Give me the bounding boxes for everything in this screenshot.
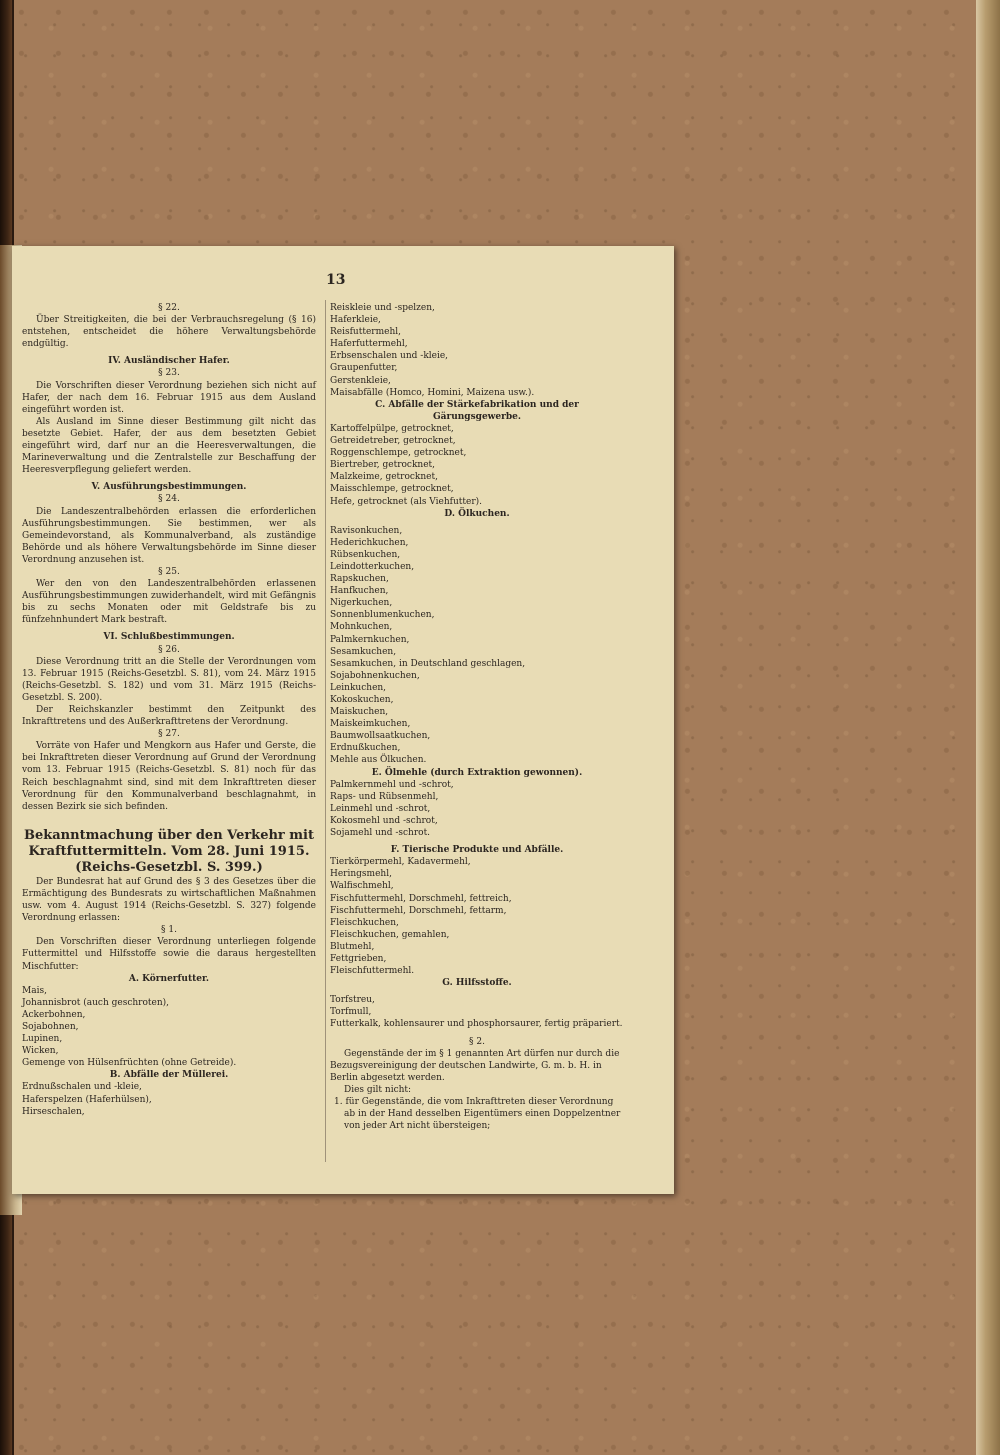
- section-heading: E. Ölmehle (durch Extraktion gewonnen).: [371, 767, 583, 778]
- list-item: Torfmull,: [330, 1007, 372, 1018]
- list-item: Fleischkuchen, gemahlen,: [330, 929, 450, 940]
- section-heading: IV. Ausländischer Hafer.: [108, 356, 230, 367]
- section-heading: F. Tierische Produkte und Abfälle.: [390, 845, 564, 856]
- paragraph: Über Streitigkeiten, die bei der Verbrauchsregelung (§ 16) entstehen, entscheidet die höhere Verwaltungsbehörde endgültig.: [22, 315, 316, 350]
- section-number: § 26.: [158, 644, 180, 655]
- list-item: Ravisonkuchen,: [330, 525, 403, 536]
- list-item: Kokoskuchen,: [330, 695, 394, 705]
- list-item: Kokosmehl und -schrot,: [330, 815, 438, 826]
- list-item: Mais,: [22, 985, 47, 996]
- paragraph: Wer den von den Landeszentralbehörden erlassenen Ausführungsbestimmungen zuwiderhandelt, wird mit Gefängnis bis zu sechs Monaten oder mit Geldstrafe bis zu fünfzehnhundert Mark bestraft.: [22, 579, 316, 626]
- page-number: 13: [326, 272, 346, 288]
- list-item: Haferfuttermehl,: [330, 339, 408, 350]
- paragraph: Der Reichskanzler bestimmt den Zeitpunkt des Inkrafttretens und des Außerkrafttretens der Verordnung.: [22, 705, 316, 728]
- list-item: Sojabohnenkuchen,: [330, 670, 420, 681]
- section-number: § 25.: [158, 566, 180, 577]
- list-item: Maiskeimkuchen,: [330, 719, 411, 730]
- right-column: [330, 302, 624, 1132]
- list-item: Hederichkuchen,: [330, 537, 409, 548]
- list-item: Sojamehl und -schrot.: [330, 828, 431, 839]
- paragraph: Die Landeszentralbehörden erlassen die erforderlichen Ausführungsbestimmungen. Sie bestimmen, wer als Gemeindevorstand, als Kommunalverband, als zuständige Behörde und als höhere Verwaltungsbehörde im Sinne dieser Verordnung anzusehen ist.: [22, 506, 316, 565]
- column-divider: [325, 300, 326, 1162]
- section-heading: D. Ölkuchen.: [444, 508, 510, 519]
- section-number: § 23.: [158, 368, 180, 379]
- list-item: Nigerkuchen,: [330, 598, 393, 609]
- document-page: [12, 246, 674, 1194]
- list-item: Blutmehl,: [330, 941, 375, 952]
- paragraph: Die Vorschriften dieser Verordnung beziehen sich nicht auf Hafer, der nach dem 16. Februar 1915 aus dem Ausland eingeführt worden ist.: [22, 380, 316, 415]
- list-item: Roggenschlempe, getrocknet,: [330, 448, 467, 459]
- list-item: Haferkleie,: [330, 315, 381, 326]
- list-item: Leinmehl und -schrot,: [330, 803, 431, 814]
- numbered-item: 1. für Gegenstände, die vom Inkrafttreten dieser Verordnung ab in der Hand desselben Eigentümers einen Doppelzentner von jeder Art nicht übersteigen;: [334, 1097, 621, 1132]
- list-item: Futterkalk, kohlensaurer und phosphorsaurer, fertig präpariert.: [330, 1019, 623, 1030]
- list-item: Fleischfuttermehl.: [330, 966, 415, 977]
- paragraph: Als Ausland im Sinne dieser Bestimmung gilt nicht das besetzte Gebiet. Hafer, der aus dem besetzten Gebiet eingeführt wird, darf nur an die Heeresverwaltungen, die Marineverwaltung und die Zentralstelle zur Beschaffung der Heeresverpflegung geliefert werden.: [22, 416, 316, 476]
- list-item: Torfstreu,: [330, 995, 375, 1006]
- list-item: Gemenge von Hülsenfrüchten (ohne Getreide).: [22, 1058, 237, 1069]
- list-item: Palmkernmehl und -schrot,: [330, 779, 454, 790]
- paragraph: Den Vorschriften dieser Verordnung unterliegen folgende Futtermittel und Hilfsstoffe sowie die daraus hergestellten Mischfutter:: [22, 937, 316, 972]
- list-item: Walfischmehl,: [330, 881, 394, 892]
- page-edges-right: [976, 0, 1000, 1455]
- list-item: Reisfuttermehl,: [330, 327, 401, 338]
- paragraph: Dies gilt nicht:: [344, 1084, 412, 1095]
- list-item: Fischfuttermehl, Dorschmehl, fettreich,: [330, 893, 512, 904]
- section-number: § 27.: [158, 729, 180, 740]
- section-heading: A. Körnerfutter.: [128, 973, 210, 984]
- list-item: Leinkuchen,: [330, 682, 387, 693]
- announcement-title: Bekanntmachung über den Verkehr mit Kraftfuttermitteln. Vom 28. Juni 1915. (Reichs-Gesetzbl. S. 399.): [23, 827, 314, 875]
- list-item: Mohnkuchen,: [330, 622, 393, 633]
- left-column: [22, 302, 316, 1118]
- list-item: Sojabohnen,: [22, 1021, 79, 1032]
- paragraph: Diese Verordnung tritt an die Stelle der Verordnungen vom 13. Februar 1915 (Reichs-Gesetzbl. S. 81), vom 24. März 1915 (Reichs-Gesetzbl. S. 182) und vom 31. März 1915 (Reichs-Gesetzbl. S. 200).: [22, 656, 316, 703]
- list-item: Fischfuttermehl, Dorschmehl, fettarm,: [330, 905, 507, 916]
- list-item: Kartoffelpülpe, getrocknet,: [330, 423, 454, 434]
- list-item: Hirseschalen,: [22, 1106, 85, 1117]
- list-item: Ackerbohnen,: [22, 1009, 86, 1020]
- list-item: Erdnußschalen und -kleie,: [22, 1082, 142, 1093]
- list-item: Johannisbrot (auch geschroten),: [22, 997, 169, 1008]
- list-item: Palmkernkuchen,: [330, 634, 410, 645]
- section-number: § 22.: [158, 303, 180, 313]
- list-item: Fleischkuchen,: [330, 917, 399, 928]
- list-item: Getreidetreber, getrocknet,: [330, 436, 456, 447]
- section-number: § 24.: [158, 494, 180, 505]
- list-item: Tierkörpermehl, Kadavermehl,: [330, 857, 471, 868]
- list-item: Maisabfälle (Homco, Homini, Maizena usw.).: [330, 387, 535, 398]
- list-item: Wicken,: [22, 1046, 59, 1057]
- list-item: Baumwollsaatkuchen,: [330, 731, 431, 742]
- paragraph: Vorräte von Hafer und Mengkorn aus Hafer und Gerste, die bei Inkrafttreten dieser Verordnung auf Grund der Verordnung vom 13. Februar 1915 (Reichs-Gesetzbl. S. 81) noch für das Reich beschlagnahmt sind, sind mit dem Inkrafttreten dieser Verordnung für den Kommunalverband beschlagnahmt, in dessen Bezirk sie sich befinden.: [22, 741, 316, 812]
- section-heading: VI. Schlußbestimmungen.: [103, 632, 235, 643]
- list-item: Fettgrieben,: [330, 953, 387, 964]
- list-item: Raps- und Rübsenmehl,: [330, 791, 439, 802]
- paragraph: Der Bundesrat hat auf Grund des § 3 des Gesetzes über die Ermächtigung des Bundesrats zu wirtschaftlichen Maßnahmen usw. vom 4. August 1914 (Reichs-Gesetzbl. S. 327) folgende Verordnung erlassen:: [22, 876, 316, 924]
- list-item: Leindotterkuchen,: [330, 561, 415, 572]
- section-heading: G. Hilfsstoffe.: [442, 978, 512, 989]
- list-item: Rübsenkuchen,: [330, 549, 401, 560]
- list-item: Sonnenblumenkuchen,: [330, 610, 435, 621]
- list-item: Hefe, getrocknet (als Viehfutter).: [330, 496, 483, 507]
- section-number: § 2.: [469, 1036, 485, 1047]
- paragraph: Gegenstände der im § 1 genannten Art dürfen nur durch die Bezugsvereinigung der deutschen Landwirte, G. m. b. H. in Berlin abgesetzt werden.: [330, 1048, 620, 1083]
- list-item: Haferspelzen (Haferhülsen),: [22, 1094, 152, 1105]
- list-item: Mehle aus Ölkuchen.: [330, 755, 427, 766]
- list-item: Heringsmehl,: [330, 869, 392, 880]
- section-number: § 1.: [161, 925, 177, 936]
- list-item: Reiskleie und -spelzen,: [330, 303, 435, 313]
- list-item: Graupenfutter,: [330, 363, 398, 374]
- list-item: Erdnußkuchen,: [330, 743, 401, 754]
- list-item: Erbsenschalen und -kleie,: [330, 351, 449, 362]
- section-heading: B. Abfälle der Müllerei.: [109, 1070, 229, 1081]
- list-item: Lupinen,: [22, 1034, 63, 1045]
- list-item: Malzkeime, getrocknet,: [330, 472, 438, 483]
- list-item: Sesamkuchen, in Deutschland geschlagen,: [330, 658, 526, 669]
- section-heading: C. Abfälle der Stärkefabrikation und der Gärungsgewerbe.: [375, 399, 579, 422]
- list-item: Biertreber, getrocknet,: [330, 460, 436, 471]
- list-item: Gerstenkleie,: [330, 375, 391, 386]
- list-item: Rapskuchen,: [330, 574, 389, 585]
- list-item: Hanfkuchen,: [330, 586, 389, 597]
- list-item: Sesamkuchen,: [330, 646, 397, 657]
- list-item: Maiskuchen,: [330, 707, 389, 718]
- list-item: Maisschlempe, getrocknet,: [330, 484, 454, 495]
- section-heading: V. Ausführungsbestimmungen.: [91, 482, 247, 493]
